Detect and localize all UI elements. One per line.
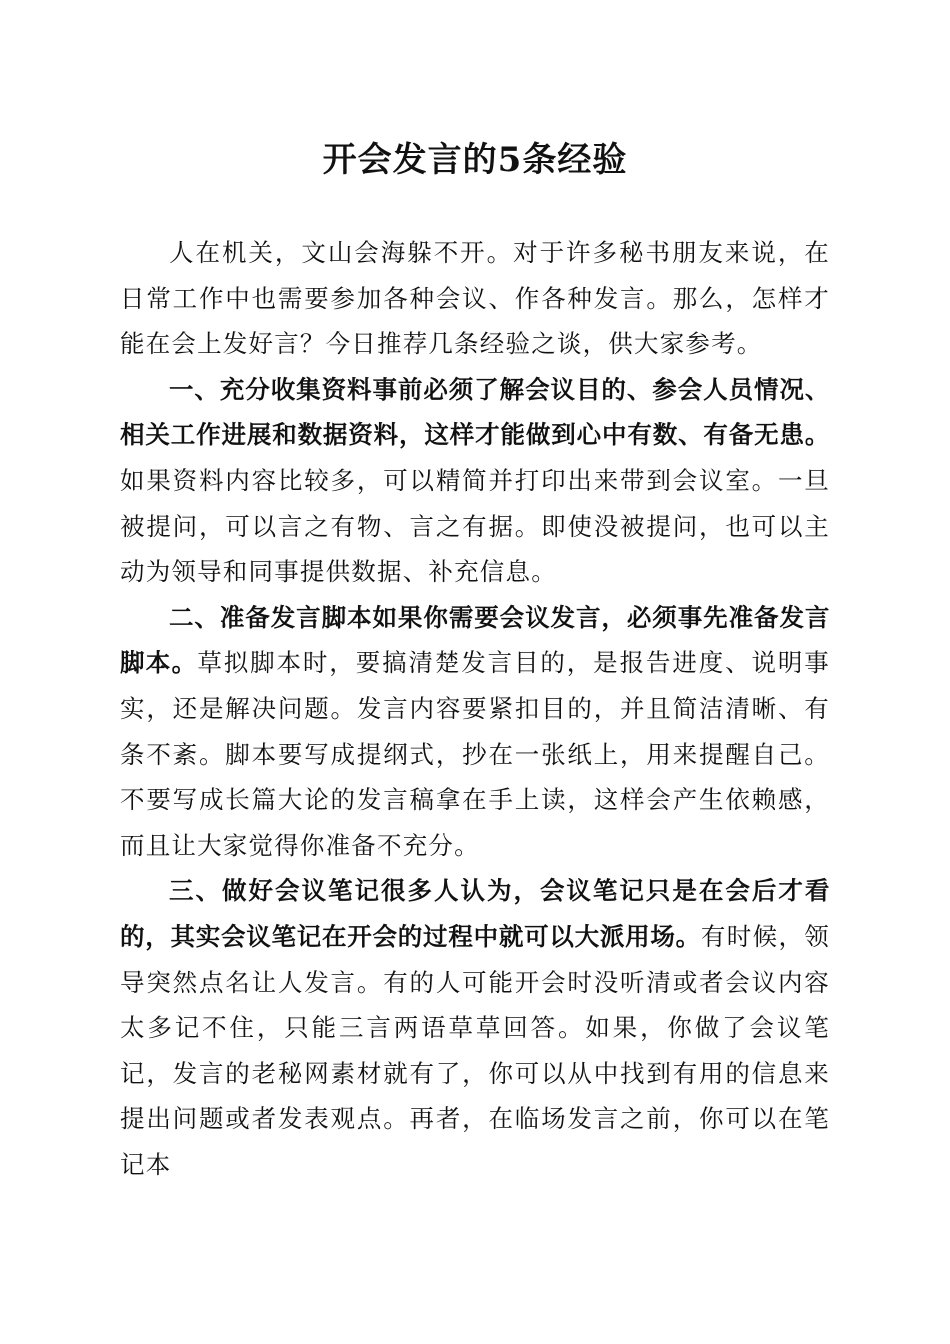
section-3-paragraph [120, 868, 830, 1187]
section-3-text: 有时候，领导突然点名让人发言。有的人可能开会时没听清或者会议内容太多记不住，只能三言两语草草回答。如果，你做了会议笔记，发言的老秘网素材就有了，你可以从中找到有用的信息来提出问题或者发表观点。再者，在临场发言之前，你可以在笔记本 [120, 921, 830, 1179]
intro-paragraph: 人在机关，文山会海躲不开。对于许多秘书朋友来说，在日常工作中也需要参加各种会议、作各种发言。那么，怎样才能在会上发好言？今日推荐几条经验之谈，供大家参考。 [120, 238, 830, 359]
section-2-paragraph [120, 595, 830, 869]
document-body [120, 230, 830, 1187]
section-1-paragraph [120, 367, 830, 595]
section-3-lead: 三、做好会议笔记很多人认为，会议笔记只是在会后才看的，其实会议笔记在开会的过程中就可以大派用场。 [120, 876, 830, 951]
section-2-lead: 二、准备发言脚本如果你需要会议发言，必须事先准备发言脚本。 [120, 602, 830, 678]
section-1-text: 如果资料内容比较多，可以精简并打印出来带到会议室。一旦被提问，可以言之有物、言之有据。即使没被提问，也可以主动为领导和同事提供数据、补充信息。 [120, 465, 830, 587]
document-title: 开会发言的5条经验 [322, 140, 628, 180]
section-1-lead: 一、充分收集资料事前必须了解会议目的、参会人员情况、相关工作进展和数据资料，这样才能做到心中有数、有备无患。 [120, 374, 830, 450]
section-2-text: 草拟脚本时，要搞清楚发言目的，是报告进度、说明事实，还是解决问题。发言内容要紧扣目的，并且简洁清晰、有条不紊。脚本要写成提纲式，抄在一张纸上，用来提醒自己。不要写成长篇大论的发言稿拿在手上读，这样会产生依赖感，而且让大家觉得你准备不充分。 [120, 648, 830, 860]
